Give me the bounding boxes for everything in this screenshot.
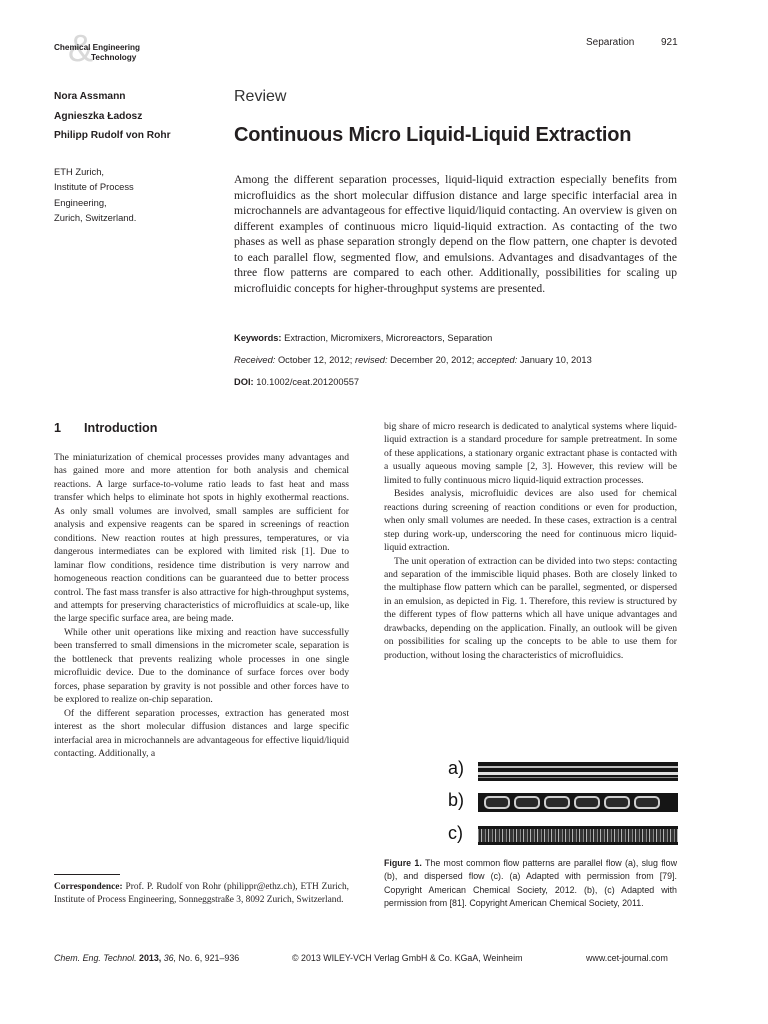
body-column-right — [384, 420, 677, 662]
affiliation — [54, 164, 204, 225]
paragraph: The miniaturization of chemical processes provides many advantages and has gained more and more attention for both analysis and chemical reactions. A large surface-to-volume ratio leads to fast heat and mass transfer which helps to eliminate hot spots in highly exothermal reactions. As only small volumes are involved, small samples are sufficient for analysis and expensive reagents can be spared in screenings of reaction conditions. New reaction routes at high pressures, temperatures, or via dangerous intermediates can be explored with limited risk [1]. Due to laminar flow conditions, residence time distribution is very narrow and homogeneous reaction conditions can be guaranteed due to better process control. The fast mass transfer is also attractive for high-throughput systems, and attempts for preserving characteristics of microfluidics at scale-up, like the large specific surface area, are being made. — [54, 452, 349, 625]
caption-text: The most common flow patterns are parallel flow (a), slug flow (b), and dispersed flow (c). (a) Adapted with permission from [79]. Copyright American Chemical Society, 2012. (b), (c) Adapted with permission from [81]. Copyright American Chemical Society, 2011. — [384, 858, 677, 908]
logo-line-2: Technology — [91, 53, 137, 62]
article-title: Continuous Micro Liquid-Liquid Extraction — [234, 124, 632, 146]
running-head-section: Separation — [586, 37, 635, 48]
author-name: Philipp Rudolf von Rohr — [54, 130, 171, 141]
footer-url[interactable]: www.cet-journal.com — [586, 953, 668, 963]
footer-journal: Chem. Eng. Technol. — [54, 953, 137, 963]
accepted-label: accepted: — [476, 355, 518, 365]
caption-label: Figure 1. — [384, 858, 422, 868]
abstract: Among the different separation processes, liquid-liquid extraction especially benefits from microfluidics as the short molecular diffusion distance and large specific interfacial area in microchannels are advantageous for effective liquid/liquid contacting. An overview is given on different examples of continuous micro liquid-liquid extraction. As contacting of the two phases as well as phase separation strongly depend on the flow pattern, one chapter is devoted to each parallel flow, segmented flow, and emulsions. Advantages and disadvantages of the three flow patterns are compared to each other. Additionally, possibilities for scaling up microfluidic concepts for higher-throughput systems are presented. — [234, 173, 677, 295]
ampersand-logo-mark: & — [68, 28, 94, 70]
footer-copyright: © 2013 WILEY-VCH Verlag GmbH & Co. KGaA, Weinheim — [292, 953, 523, 963]
keywords-label: Keywords: — [234, 333, 282, 343]
accepted-date: January 10, 2013 — [519, 355, 592, 365]
footer-year: 2013, — [139, 953, 162, 963]
paragraph: Of the different separation processes, extraction has generated most interest as the short molecular diffusion distances and large specific interfacial area in microchannels are advantageous for effective liquid/liquid contacting. Additionally, a — [54, 707, 349, 759]
footnote-rule — [54, 874, 120, 875]
affiliation-line: Institute of Process — [54, 181, 134, 193]
figure-panel-label: a) — [448, 758, 465, 778]
journal-logo — [54, 28, 174, 70]
received-date: October 12, 2012; — [277, 355, 353, 365]
article-dates — [234, 355, 694, 365]
author-name: Nora Assmann — [54, 91, 126, 102]
section-number: 1 — [54, 421, 62, 435]
keywords-value: Extraction, Micromixers, Microreactors, Separation — [284, 333, 493, 343]
author-name: Agnieszka Ładosz — [54, 110, 143, 122]
page-number: 921 — [661, 37, 678, 48]
affiliation-line: Engineering, — [54, 196, 107, 208]
author-list — [54, 91, 214, 150]
slug-flow-image — [478, 793, 678, 812]
section-title: Introduction — [84, 421, 158, 435]
correspondence-label: Correspondence: — [54, 882, 123, 892]
correspondence-text: Prof. P. Rudolf von Rohr (philippr@ethz.ch), ETH Zurich, Institute of Process Engineering, Sonneggstraße 3, 8092 Zurich, Switzerland. — [54, 882, 350, 906]
paragraph: While other unit operations like mixing and reaction have successfully been transferred to small dimensions in the micrometer scale, separation is the bottleneck that prevents realizing whole processes in one single microfluidic device. Due to the dominance of surface forces over body forces, phase separation by gravity is not possible and other forces have to be explored to realize on-chip separation. — [54, 626, 349, 706]
parallel-flow-image — [478, 762, 678, 781]
correspondence-footnote — [54, 881, 349, 908]
footer-issue-pages: No. 6, 921–936 — [178, 953, 240, 963]
paragraph: The unit operation of extraction can be divided into two steps: contacting and separation of the immiscible liquid phases. Both are closely linked to the multiphase flow pattern which can be parallel, segmented, or dispersed in an emulsion, as depicted in Fig. 1. Therefore, this review is structured by the different types of flow patterns which all have unique advantages and drawbacks, depending on the application. Finally, an outlook will be given on possibilities for scaling up the concepts to be able to use them for production, without losing the characteristics of microfluidics. — [384, 555, 677, 661]
dispersed-flow-image — [478, 826, 678, 845]
doi-label: DOI: — [234, 377, 254, 387]
figure-panel-label: b) — [448, 790, 465, 810]
article-type: Review — [234, 88, 287, 105]
footer-citation — [54, 953, 239, 963]
doi-link[interactable]: 10.1002/ceat.201200557 — [256, 377, 360, 387]
keywords — [234, 333, 694, 343]
footer-volume: 36, — [163, 953, 177, 963]
revised-date: December 20, 2012; — [390, 355, 475, 365]
logo-line-1: Chemical Engineering — [54, 43, 140, 52]
paragraph: big share of micro research is dedicated to analytical systems where liquid-liquid extraction is a standard procedure for sample pretreatment. In some of these applications, a stationary organic extractant phase is contacted with a usually aqueous moving sample [2, 3]. However, this review will be limited to fully continuous micro liquid-liquid extraction processes. — [384, 421, 677, 486]
body-column-left — [54, 451, 349, 760]
figure-caption — [384, 857, 677, 910]
section-heading — [54, 421, 157, 435]
affiliation-line: Zurich, Switzerland. — [54, 211, 137, 223]
figure-1 — [384, 752, 680, 852]
revised-label: revised: — [354, 355, 388, 365]
received-label: Received: — [234, 355, 276, 365]
figure-panel-label: c) — [448, 823, 463, 843]
affiliation-line: ETH Zurich, — [54, 166, 105, 177]
paragraph: Besides analysis, microfluidic devices are also used for chemical reactions during screening of reaction conditions or even for production, when only small volumes are needed. In these cases, extraction is a central step during work-up, underscoring the need for continuous micro liquid-liquid extraction. — [384, 488, 677, 554]
doi — [234, 377, 694, 387]
